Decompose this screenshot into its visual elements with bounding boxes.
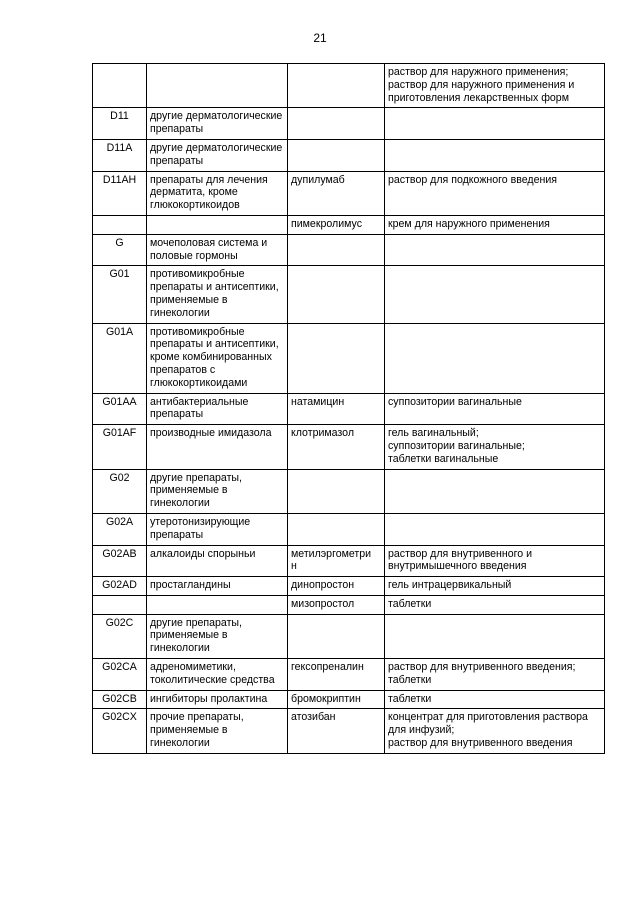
dosage-form-cell [385, 469, 605, 513]
group-name-cell: другие дерматологические препараты [147, 139, 288, 171]
drug-name-cell: метилэргометри н [288, 545, 385, 577]
drug-name-cell: атозибан [288, 709, 385, 753]
drug-name-cell [288, 266, 385, 323]
dosage-form-cell: крем для наружного применения [385, 215, 605, 234]
table-row [93, 108, 605, 140]
drug-name-cell: клотримазол [288, 425, 385, 469]
drug-name-cell [288, 469, 385, 513]
dosage-form-cell [385, 323, 605, 393]
dosage-form-cell [385, 108, 605, 140]
dosage-form-cell: концентрат для приготовления раствора для инфузий; раствор для внутривенного введения [385, 709, 605, 753]
atc-code-cell: G02AD [93, 577, 147, 596]
dosage-form-cell: таблетки [385, 595, 605, 614]
table-row [93, 545, 605, 577]
group-name-cell [147, 215, 288, 234]
drug-name-cell: пимекролимус [288, 215, 385, 234]
table-row [93, 139, 605, 171]
group-name-cell: антибактериальные препараты [147, 393, 288, 425]
drug-name-cell [288, 64, 385, 108]
drug-classification-table [92, 63, 605, 754]
atc-code-cell: D11 [93, 108, 147, 140]
group-name-cell [147, 64, 288, 108]
drug-name-cell [288, 234, 385, 266]
atc-code-cell: G01AF [93, 425, 147, 469]
table-row [93, 513, 605, 545]
atc-code-cell: G [93, 234, 147, 266]
atc-code-cell: G02C [93, 614, 147, 658]
page-number: 21 [313, 31, 327, 45]
dosage-form-cell: раствор для подкожного введения [385, 171, 605, 215]
atc-code-cell: G02CB [93, 690, 147, 709]
group-name-cell: алкалоиды спорыньи [147, 545, 288, 577]
table-row [93, 64, 605, 108]
dosage-form-cell: суппозитории вагинальные [385, 393, 605, 425]
atc-code-cell [93, 215, 147, 234]
table-row [93, 266, 605, 323]
group-name-cell: противомикробные препараты и антисептики, применяемые в гинекологии [147, 266, 288, 323]
table-row [93, 690, 605, 709]
group-name-cell: другие препараты, применяемые в гинекологии [147, 614, 288, 658]
dosage-form-cell [385, 234, 605, 266]
group-name-cell: ингибиторы пролактина [147, 690, 288, 709]
drug-name-cell [288, 139, 385, 171]
table-row [93, 215, 605, 234]
group-name-cell: другие препараты, применяемые в гинекологии [147, 469, 288, 513]
table-row [93, 469, 605, 513]
table-row [93, 393, 605, 425]
dosage-form-cell [385, 513, 605, 545]
drug-name-cell: дупилумаб [288, 171, 385, 215]
drug-name-cell [288, 323, 385, 393]
table-row [93, 577, 605, 596]
table-body [93, 64, 605, 754]
dosage-form-cell: раствор для внутривенного и внутримышечного введения [385, 545, 605, 577]
table-row [93, 659, 605, 691]
group-name-cell: другие дерматологические препараты [147, 108, 288, 140]
table-row [93, 234, 605, 266]
atc-code-cell: G01AA [93, 393, 147, 425]
group-name-cell: адреномиметики, токолитические средства [147, 659, 288, 691]
dosage-form-cell: гель вагинальный; суппозитории вагинальные; таблетки вагинальные [385, 425, 605, 469]
group-name-cell: противомикробные препараты и антисептики, кроме комбинированных препаратов с глюкокортикоидами [147, 323, 288, 393]
drug-name-cell [288, 108, 385, 140]
dosage-form-cell: раствор для внутривенного введения; таблетки [385, 659, 605, 691]
dosage-form-cell: раствор для наружного применения; раствор для наружного применения и приготовления лекарственных форм [385, 64, 605, 108]
dosage-form-cell: таблетки [385, 690, 605, 709]
drug-name-cell: динопростон [288, 577, 385, 596]
group-name-cell: прочие препараты, применяемые в гинекологии [147, 709, 288, 753]
table-row [93, 323, 605, 393]
atc-code-cell: D11A [93, 139, 147, 171]
atc-code-cell: G02CA [93, 659, 147, 691]
dosage-form-cell [385, 139, 605, 171]
atc-code-cell: G02 [93, 469, 147, 513]
group-name-cell: препараты для лечения дерматита, кроме глюкокортикоидов [147, 171, 288, 215]
atc-code-cell: G01A [93, 323, 147, 393]
drug-name-cell: гексопреналин [288, 659, 385, 691]
atc-code-cell [93, 64, 147, 108]
atc-code-cell [93, 595, 147, 614]
drug-name-cell: бромокриптин [288, 690, 385, 709]
atc-code-cell: G02AB [93, 545, 147, 577]
atc-code-cell: G01 [93, 266, 147, 323]
table-row [93, 595, 605, 614]
group-name-cell: простагландины [147, 577, 288, 596]
drug-name-cell [288, 614, 385, 658]
table-row [93, 614, 605, 658]
atc-code-cell: G02CX [93, 709, 147, 753]
group-name-cell: мочеполовая система и половые гормоны [147, 234, 288, 266]
dosage-form-cell [385, 614, 605, 658]
table-row [93, 709, 605, 753]
dosage-form-cell [385, 266, 605, 323]
group-name-cell: производные имидазола [147, 425, 288, 469]
drug-name-cell [288, 513, 385, 545]
atc-code-cell: D11AH [93, 171, 147, 215]
dosage-form-cell: гель интрацервикальный [385, 577, 605, 596]
drug-name-cell: мизопростол [288, 595, 385, 614]
group-name-cell: утеротонизирующие препараты [147, 513, 288, 545]
drug-name-cell: натамицин [288, 393, 385, 425]
table-row [93, 171, 605, 215]
group-name-cell [147, 595, 288, 614]
atc-code-cell: G02A [93, 513, 147, 545]
table-row [93, 425, 605, 469]
